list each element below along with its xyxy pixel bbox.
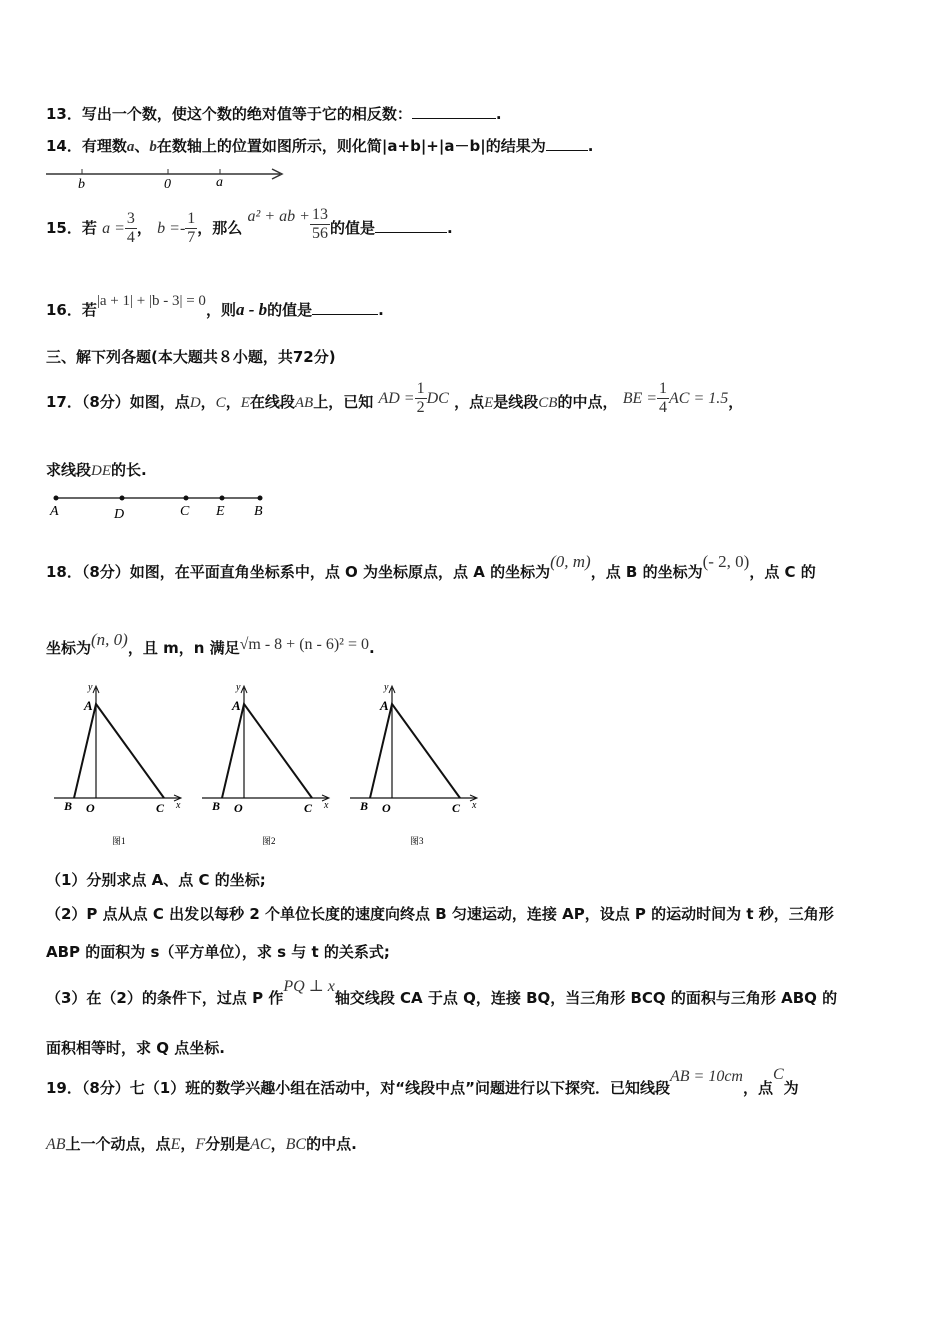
- q18-figure-3: [344, 680, 484, 850]
- section-3-heading: 三、解下列各题(本大题共８小题，共72分): [46, 348, 336, 366]
- question-16: 16．若|a + 1| + |b - 3| = 0，则a - b的值是 .: [46, 293, 384, 319]
- q18-figure-2: [196, 680, 336, 850]
- svg-text:C: C: [452, 801, 461, 815]
- q15-expression: a² + ab +: [247, 208, 310, 225]
- q18-condition: √m - 8 + (n - 6)² = 0: [239, 636, 369, 653]
- svg-text:x: x: [472, 800, 477, 811]
- q17-segment-figure: [46, 490, 276, 524]
- svg-text:A: A: [84, 698, 93, 713]
- figure-caption: 图2: [262, 836, 276, 846]
- question-13: 13．写出一个数，使这个数的绝对值等于它的相反数： .: [46, 105, 502, 123]
- svg-text:y: y: [236, 682, 241, 693]
- q18-part-2-line1: （2）P 点从点 C 出发以每秒 2 个单位长度的速度向终点 B 匀速运动，连接 AP，设点 P 的运动时间为 t 秒，三角形: [46, 905, 834, 923]
- label-zero: 0: [164, 177, 171, 190]
- q14-answer-blank[interactable]: [546, 136, 588, 151]
- question-19-line2: AB上一个动点，点E，F分别是AC，BC的中点.: [46, 1135, 357, 1153]
- q14-expression: a+b|+|a－b|: [387, 137, 486, 155]
- triangle-abc: [74, 704, 164, 798]
- question-19: 19．（8分）七（1）班的数学兴趣小组在活动中，对“线段中点”问题进行以下探究．已知线段AB = 10cm，点C为: [46, 1066, 799, 1097]
- figure-caption: 图1: [112, 836, 126, 846]
- q18-part-3-line1: （3）在（2）的条件下，过点 P 作PQ ⊥ x轴交线段 CA 于点 Q，连接 BQ，当三角形 BCQ 的面积与三角形 ABQ 的: [46, 978, 838, 1007]
- label-a: a: [216, 175, 223, 190]
- fraction-1-7: $\frac{1}{7}$: [187, 210, 196, 246]
- point-b: [258, 496, 263, 501]
- coord-c: (n, 0): [91, 630, 128, 649]
- svg-text:C: C: [304, 801, 313, 815]
- q16-expression: a - b: [235, 300, 268, 319]
- triangle-abc: [222, 704, 312, 798]
- point-c: [184, 496, 189, 501]
- q16-condition: |a + 1| + |b - 3| = 0: [96, 293, 206, 309]
- q18-part-2-line2: ABP 的面积为 s（平方单位），求 s 与 t 的关系式;: [46, 943, 390, 961]
- q13-answer-blank[interactable]: [412, 104, 496, 119]
- point-e: [220, 496, 225, 501]
- q18-figure-1: [48, 680, 188, 850]
- question-17-line2: 求线段DE的长.: [46, 461, 147, 479]
- coord-a: (0, m): [550, 552, 591, 571]
- svg-text:O: O: [382, 801, 391, 815]
- fraction-1-4: $\frac{1}{4}$: [659, 380, 668, 416]
- question-14: 14．有理数a、b在数轴上的位置如图所示，则化简|a+b|+|a－b|的结果为 .: [46, 137, 594, 155]
- svg-text:B: B: [360, 799, 369, 813]
- q13-text: 写出一个数，使这个数的绝对值等于它的相反数：: [81, 105, 412, 123]
- svg-text:x: x: [324, 800, 329, 811]
- svg-text:x: x: [176, 800, 181, 811]
- q18-part-3-line2: 面积相等时，求 Q 点坐标.: [46, 1039, 225, 1057]
- svg-text:D: D: [114, 507, 125, 522]
- question-18: 18．（8分）如图，在平面直角坐标系中，点 O 为坐标原点，点 A 的坐标为(0, m)，点 B 的坐标为(- 2, 0)，点 C 的: [46, 552, 816, 581]
- svg-text:A: A: [232, 698, 241, 713]
- q14-number-line: [44, 164, 289, 190]
- svg-text:C: C: [156, 801, 165, 815]
- question-17: 17．（8分）如图，点D，C，E在线段AB上，已知 AD = $\frac{1}{2}$ DC ，点E是线段CB的中点， BE = $\frac{1}{4}$ AC = 1.5，: [46, 380, 744, 416]
- svg-text:B: B: [254, 504, 263, 519]
- point-a: [54, 496, 59, 501]
- coord-b: (- 2, 0): [702, 552, 750, 571]
- question-18-line2: 坐标为(n, 0)，且 m，n 满足√m - 8 + (n - 6)² = 0.: [46, 630, 375, 657]
- svg-text:y: y: [384, 682, 389, 693]
- svg-text:B: B: [212, 799, 221, 813]
- svg-text:y: y: [88, 682, 93, 693]
- svg-text:A: A: [50, 504, 59, 519]
- q13-number: 13．: [46, 105, 82, 123]
- question-15: 15．若 a = $\frac{3}{4}$ ， b =- $\frac{1}{7}$ ，那么 a² + ab + $\frac{13}{56}$ 的值是 .: [46, 206, 453, 246]
- q15-answer-blank[interactable]: [375, 218, 447, 233]
- svg-text:O: O: [86, 801, 95, 815]
- q16-answer-blank[interactable]: [312, 300, 378, 315]
- fraction-3-4: $\frac{3}{4}$: [126, 210, 135, 246]
- svg-text:O: O: [234, 801, 243, 815]
- triangle-abc: [370, 704, 460, 798]
- point-d: [120, 496, 125, 501]
- svg-text:C: C: [180, 504, 190, 519]
- ab-length: AB = 10cm: [669, 1068, 743, 1085]
- svg-text:B: B: [64, 799, 73, 813]
- pq-perp-x: PQ ⊥ x: [283, 978, 335, 995]
- svg-text:A: A: [380, 698, 389, 713]
- fraction-13-56: $\frac{13}{56}$: [311, 206, 328, 242]
- svg-text:E: E: [216, 504, 225, 519]
- fraction-1-2: $\frac{1}{2}$: [416, 380, 425, 416]
- q18-part-1: （1）分别求点 A、点 C 的坐标;: [46, 871, 266, 889]
- figure-caption: 图3: [410, 836, 424, 846]
- label-b: b: [78, 177, 85, 190]
